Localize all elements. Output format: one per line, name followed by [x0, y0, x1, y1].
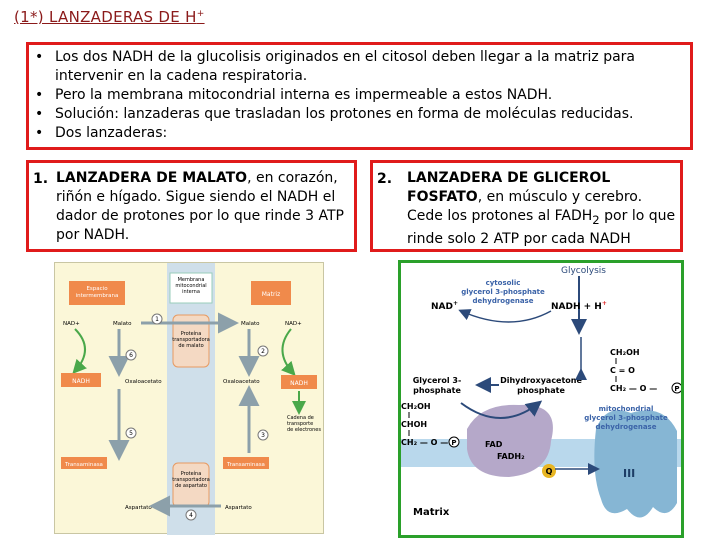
intermembrane-label: Espacio intermembrana — [75, 286, 119, 299]
nadh-left-label: NADH — [72, 378, 90, 385]
svg-text:3: 3 — [261, 432, 265, 439]
item-number: 2. — [377, 171, 393, 187]
mito-enzyme-label: mitochondrial glycerol 3-phosphate dehydrogenase — [584, 405, 668, 431]
nad-left-label: NAD+ — [63, 321, 80, 327]
svg-text:1: 1 — [155, 316, 159, 323]
nad-reduction-arrow — [75, 329, 85, 371]
malate-carrier-label: Proteína transportadora de malato — [172, 331, 210, 349]
matrix-label: Matriz — [261, 291, 281, 298]
step-4 — [186, 510, 196, 520]
fadh2-label: FADH₂ — [497, 452, 525, 461]
ch2oh-top-label: CH₂OH — [610, 348, 640, 357]
bullet-item: • Solución: lanzaderas que trasladan los protones en forma de moléculas reducidas. — [33, 105, 682, 124]
malate-shuttle-box — [26, 160, 357, 252]
phosphate-top-label: P — [674, 385, 680, 393]
step-6 — [126, 350, 136, 360]
aspartate-left-label: Aspartato — [125, 505, 152, 511]
aspartate-right-label: Aspartato — [225, 505, 252, 511]
malate-shuttle-diagram — [54, 262, 324, 534]
oxaloacetate-right-label: Oxaloacetato — [223, 379, 260, 385]
glycerol-shuttle-svg — [401, 263, 681, 535]
ch2oh-left-label: CH₂OH — [401, 402, 431, 411]
transaminase-right-label: Transaminasa — [227, 462, 265, 468]
bullet-item: • Dos lanzaderas: — [33, 124, 682, 143]
matrix-label: Matrix — [413, 507, 450, 518]
ch2-phosphate-top-label: CH₂ — O — — [610, 384, 658, 393]
step-3 — [258, 430, 268, 440]
glycerol-shuttle-box — [370, 160, 683, 252]
membrane-label: Membrana mitocondrial interna — [175, 277, 207, 295]
dhap-label: Dihydroxyacetone phosphate — [500, 376, 582, 395]
choh-label: CHOH — [401, 420, 428, 429]
item-number: 1. — [33, 171, 49, 187]
glycerol3p-label: Glycerol 3-phosphate — [412, 376, 462, 395]
bullet-item: • Pero la membrana mitocondrial interna es impermeable a estos NADH. — [33, 86, 682, 105]
electron-chain-label: Cadena de transporte de electrones — [287, 415, 321, 433]
ubiquinone-label: Q — [545, 467, 553, 476]
malate-left-label: Malato — [113, 321, 132, 327]
transaminase-left-label: Transaminasa — [65, 462, 103, 468]
nad-right-label: NAD+ — [285, 321, 302, 327]
malate-shuttle-svg — [55, 263, 325, 535]
svg-text:6: 6 — [129, 352, 133, 359]
step-5 — [126, 428, 136, 438]
phosphate-left-label: P — [451, 439, 457, 447]
svg-text:2: 2 — [261, 348, 265, 355]
bullet-item: • Los dos NADH de la glucolisis originados en el citosol deben llegar a la matriz para intervenir en la cadena respiratoria. — [33, 48, 682, 86]
intro-bullet-list — [29, 45, 690, 143]
glycerol-shuttle-diagram — [398, 260, 684, 538]
intro-box — [26, 42, 693, 150]
step-2 — [258, 346, 268, 356]
malate-shuttle-heading: LANZADERA DE MALATO — [56, 170, 248, 186]
aspartate-carrier-label: Proteína transportadora de aspartato — [172, 471, 210, 489]
glycolysis-label: Glycolysis — [561, 266, 606, 276]
page-title: (1*) LANZADERAS DE H+ — [14, 8, 205, 26]
nadh-oxidation-arrow — [461, 311, 551, 322]
complex-iii-label: III — [623, 467, 636, 480]
glycerol-shuttle-text: LANZADERA DE GLICEROL FOSFATO, en músculo y cerebro. Cede los protones al $FADH_2$ por lo que rinde solo 2 ATP por cada NADH — [407, 170, 676, 247]
glycerol-shuttle-heading: LANZADERA DE GLICEROL FOSFATO — [407, 170, 611, 205]
svg-text:4: 4 — [189, 512, 193, 519]
nad-right-reduction-arrow — [282, 329, 293, 373]
oxaloacetate-left-label: Oxaloacetato — [125, 379, 162, 385]
svg-text:5: 5 — [129, 430, 133, 437]
fad-label: FAD — [485, 440, 503, 449]
ch2-phosphate-left-label: CH₂ — O — — [401, 438, 449, 447]
carbonyl-label: C = O — [610, 366, 635, 375]
nadh-label: NADH + H+ — [551, 300, 607, 312]
nad-label: NAD+ — [431, 300, 458, 312]
malate-right-label: Malato — [241, 321, 260, 327]
cytosolic-enzyme-label: cytosolic glycerol 3-phosphate dehydrogenase — [461, 279, 545, 305]
nadh-right-label: NADH — [290, 380, 308, 387]
malate-shuttle-text: LANZADERA DE MALATO, en corazón, riñón e hígado. Sigue siendo el NADH el dador de protones por lo que rinde 3 ATP por NADH. — [56, 170, 344, 243]
step-1 — [152, 314, 162, 324]
